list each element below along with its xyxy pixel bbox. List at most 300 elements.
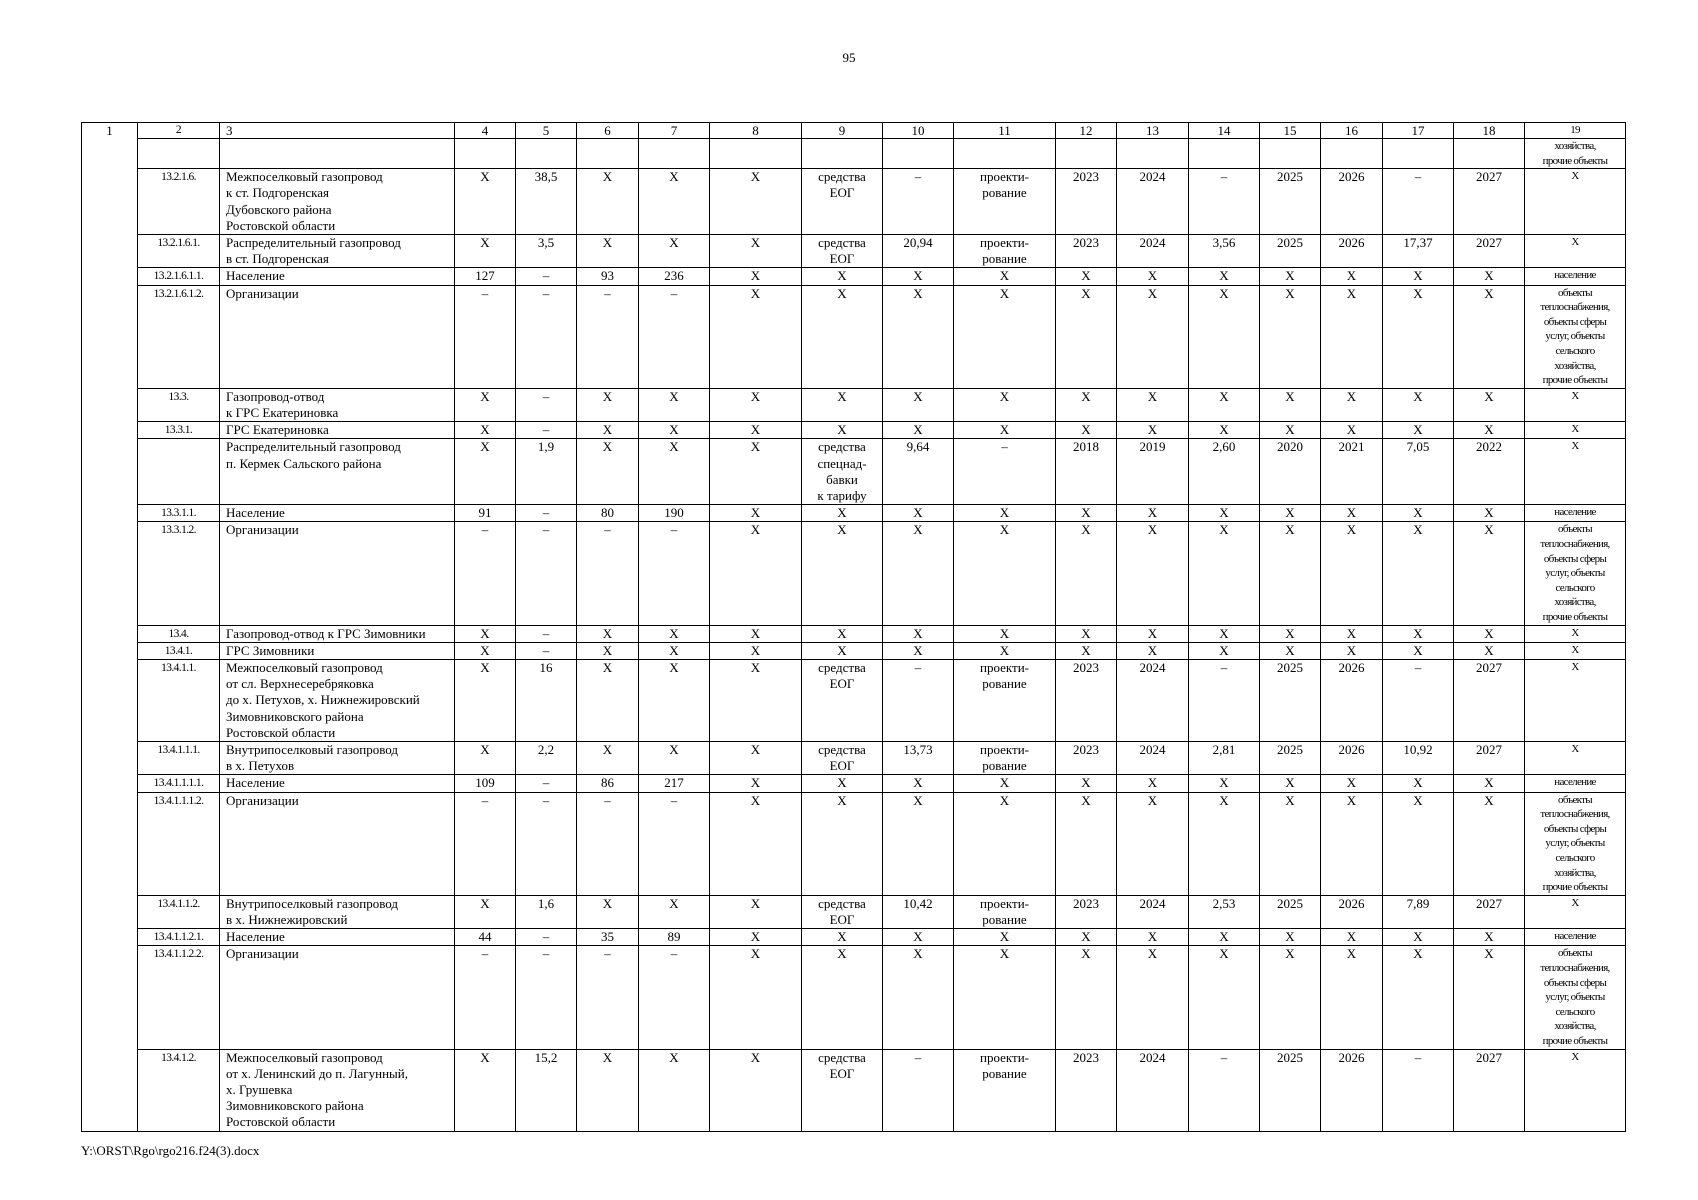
table-cell: Х bbox=[455, 625, 516, 642]
header-cell: 16 bbox=[1321, 123, 1383, 139]
table-cell bbox=[82, 895, 138, 928]
table-cell: 236 bbox=[639, 268, 710, 285]
table-cell: Х bbox=[883, 422, 954, 439]
table-row bbox=[82, 169, 1626, 235]
table-cell: – bbox=[1383, 169, 1454, 235]
table-cell: проекти- рование bbox=[954, 169, 1056, 235]
table-cell: население bbox=[1525, 775, 1626, 792]
table-row bbox=[82, 1049, 1626, 1131]
table-cell: Х bbox=[710, 929, 802, 946]
table-cell: Х bbox=[710, 388, 802, 421]
table-cell: 89 bbox=[639, 929, 710, 946]
header-cell: 1 bbox=[82, 123, 138, 139]
table-cell: Х bbox=[1260, 625, 1321, 642]
table-row bbox=[82, 659, 1626, 741]
table-cell: Х bbox=[1321, 792, 1383, 895]
header-cell: 17 bbox=[1383, 123, 1454, 139]
table-cell bbox=[82, 775, 138, 792]
table-cell: – bbox=[883, 169, 954, 235]
table-cell: – bbox=[639, 946, 710, 1049]
table-cell: 3,5 bbox=[516, 235, 577, 268]
table-cell: 13.2.1.6.1.1. bbox=[138, 268, 220, 285]
table-cell: 7,05 bbox=[1383, 439, 1454, 505]
table-cell: Х bbox=[710, 285, 802, 388]
table-cell bbox=[82, 642, 138, 659]
table-cell: Х bbox=[1260, 268, 1321, 285]
table-cell: 13.4.1. bbox=[138, 642, 220, 659]
table-cell: 2020 bbox=[1260, 439, 1321, 505]
table-cell: Х bbox=[1189, 642, 1260, 659]
table-cell: Х bbox=[1383, 505, 1454, 522]
table-row bbox=[82, 775, 1626, 792]
table-cell: Организации bbox=[220, 792, 455, 895]
table-cell: Х bbox=[883, 268, 954, 285]
table-cell: Х bbox=[1525, 659, 1626, 741]
table-cell: – bbox=[516, 268, 577, 285]
table-cell: Х bbox=[1525, 169, 1626, 235]
table-cell: 7,89 bbox=[1383, 895, 1454, 928]
table-cell: – bbox=[954, 439, 1056, 505]
table-cell: Х bbox=[710, 422, 802, 439]
table-cell: 2027 bbox=[1454, 659, 1525, 741]
table-cell: – bbox=[455, 946, 516, 1049]
table-cell: 2026 bbox=[1321, 741, 1383, 774]
table-cell: Х bbox=[1454, 268, 1525, 285]
table-cell: Х bbox=[1189, 792, 1260, 895]
table-cell: Х bbox=[710, 895, 802, 928]
table-cell: 2027 bbox=[1454, 169, 1525, 235]
header-cell: 4 bbox=[455, 123, 516, 139]
table-cell: Х bbox=[1117, 285, 1189, 388]
table-cell: 1,6 bbox=[516, 895, 577, 928]
table-cell: – bbox=[516, 522, 577, 625]
table-cell: 2021 bbox=[1321, 439, 1383, 505]
table-cell: проекти- рование bbox=[954, 741, 1056, 774]
table-cell: Х bbox=[1383, 388, 1454, 421]
table-cell bbox=[82, 929, 138, 946]
table-cell: Организации bbox=[220, 946, 455, 1049]
table-cell: 2023 bbox=[1056, 895, 1117, 928]
table-cell: 2023 bbox=[1056, 235, 1117, 268]
table-cell: 2023 bbox=[1056, 169, 1117, 235]
table-cell bbox=[82, 792, 138, 895]
table-cell: – bbox=[639, 285, 710, 388]
table-cell: Х bbox=[1117, 792, 1189, 895]
table-cell: Газопровод-отвод к ГРС Зимовники bbox=[220, 625, 455, 642]
table-cell: 2025 bbox=[1260, 659, 1321, 741]
table-cell: 13.3.1.1. bbox=[138, 505, 220, 522]
table-cell: – bbox=[1189, 659, 1260, 741]
table-cell: проекти- рование bbox=[954, 659, 1056, 741]
table-cell: Х bbox=[639, 169, 710, 235]
table-cell: 2027 bbox=[1454, 741, 1525, 774]
table-row bbox=[82, 792, 1626, 895]
table-cell: Х bbox=[577, 1049, 639, 1131]
table-cell bbox=[82, 235, 138, 268]
table-cell: 2,53 bbox=[1189, 895, 1260, 928]
table-cell: Х bbox=[1056, 625, 1117, 642]
header-cell: 6 bbox=[577, 123, 639, 139]
table-cell: Х bbox=[1454, 929, 1525, 946]
table-cell bbox=[82, 268, 138, 285]
header-cell: 3 bbox=[220, 123, 455, 139]
table-cell: Х bbox=[577, 388, 639, 421]
table-cell: Х bbox=[1383, 946, 1454, 1049]
table-cell: 16 bbox=[516, 659, 577, 741]
table-cell bbox=[1383, 139, 1454, 169]
table-cell: Х bbox=[1321, 929, 1383, 946]
table-cell: Х bbox=[710, 268, 802, 285]
table-cell: Х bbox=[883, 625, 954, 642]
table-cell: Х bbox=[1189, 775, 1260, 792]
table-cell: Х bbox=[954, 946, 1056, 1049]
table-cell: Х bbox=[1260, 946, 1321, 1049]
table-cell: 2027 bbox=[1454, 235, 1525, 268]
table-cell: 13.4. bbox=[138, 625, 220, 642]
table-cell: – bbox=[516, 642, 577, 659]
table-cell: 2024 bbox=[1117, 741, 1189, 774]
table-cell: 2026 bbox=[1321, 1049, 1383, 1131]
table-cell: Х bbox=[954, 268, 1056, 285]
table-cell: Х bbox=[1117, 642, 1189, 659]
table-cell: Х bbox=[1117, 625, 1189, 642]
table-cell: – bbox=[1383, 659, 1454, 741]
table-cell: 13.3.1. bbox=[138, 422, 220, 439]
table-cell: Х bbox=[1260, 775, 1321, 792]
table-cell: Х bbox=[455, 388, 516, 421]
table-cell: 91 bbox=[455, 505, 516, 522]
table-cell: проекти- рование bbox=[954, 1049, 1056, 1131]
table-cell: 2027 bbox=[1454, 1049, 1525, 1131]
table-cell: Х bbox=[710, 169, 802, 235]
table-cell: 2,2 bbox=[516, 741, 577, 774]
table-cell: Х bbox=[1117, 268, 1189, 285]
table-cell: 13.4.1.1.2. bbox=[138, 895, 220, 928]
table-cell: 2024 bbox=[1117, 895, 1189, 928]
table-cell: Х bbox=[1454, 625, 1525, 642]
table-cell: Х bbox=[954, 388, 1056, 421]
table-cell: Х bbox=[1321, 388, 1383, 421]
table-cell: Х bbox=[1383, 775, 1454, 792]
table-cell: Х bbox=[802, 929, 883, 946]
table-cell: Х bbox=[1056, 775, 1117, 792]
table-cell: 13.3. bbox=[138, 388, 220, 421]
table-cell bbox=[82, 741, 138, 774]
table-cell: Х bbox=[577, 422, 639, 439]
table-row bbox=[82, 505, 1626, 522]
table-cell: Х bbox=[1454, 522, 1525, 625]
table-cell: Х bbox=[1260, 285, 1321, 388]
table-cell bbox=[802, 139, 883, 169]
table-cell: Х bbox=[639, 642, 710, 659]
table-cell: 93 bbox=[577, 268, 639, 285]
table-cell bbox=[82, 439, 138, 505]
table-cell: Х bbox=[1056, 929, 1117, 946]
table-cell: Х bbox=[1117, 505, 1189, 522]
table-cell: средства ЕОГ bbox=[802, 741, 883, 774]
table-cell: Х bbox=[1056, 388, 1117, 421]
table-cell: объекты теплоснабжения, объекты сферы услуг, объекты сельского хозяйства, прочие объекты bbox=[1525, 522, 1626, 625]
table-cell: – bbox=[455, 522, 516, 625]
table-cell: Х bbox=[1260, 792, 1321, 895]
table-cell: Х bbox=[577, 741, 639, 774]
table-row bbox=[82, 139, 1626, 169]
table-cell: 13.2.1.6. bbox=[138, 169, 220, 235]
table-cell: Х bbox=[1189, 422, 1260, 439]
table-cell: Х bbox=[1383, 625, 1454, 642]
table-cell: Х bbox=[577, 659, 639, 741]
table-row bbox=[82, 741, 1626, 774]
table-cell: Х bbox=[710, 625, 802, 642]
table-cell: Население bbox=[220, 775, 455, 792]
table-cell: Х bbox=[577, 235, 639, 268]
table-cell bbox=[455, 139, 516, 169]
table-cell: Х bbox=[1454, 388, 1525, 421]
table-cell: средства ЕОГ bbox=[802, 1049, 883, 1131]
table-cell: Х bbox=[1189, 388, 1260, 421]
table-cell: 17,37 bbox=[1383, 235, 1454, 268]
table-cell: население bbox=[1525, 268, 1626, 285]
table-cell: Х bbox=[802, 388, 883, 421]
table-cell: Х bbox=[1525, 388, 1626, 421]
table-cell: 2023 bbox=[1056, 1049, 1117, 1131]
table-cell: Х bbox=[954, 775, 1056, 792]
table-row bbox=[82, 929, 1626, 946]
table-cell: Х bbox=[455, 422, 516, 439]
table-cell bbox=[82, 422, 138, 439]
header-cell: 14 bbox=[1189, 123, 1260, 139]
table-cell: Х bbox=[1454, 946, 1525, 1049]
table-cell bbox=[82, 388, 138, 421]
table-cell: Х bbox=[1525, 1049, 1626, 1131]
table-cell: Х bbox=[710, 792, 802, 895]
table-cell: Х bbox=[1260, 929, 1321, 946]
table-cell: Х bbox=[1454, 792, 1525, 895]
table-cell bbox=[82, 625, 138, 642]
table-cell: Межпоселковый газопровод от х. Ленинский до п. Лагунный, х. Грушевка Зимовниковского района Ростовской области bbox=[220, 1049, 455, 1131]
table-cell: 2026 bbox=[1321, 169, 1383, 235]
table-cell: Газопровод-отвод к ГРС Екатериновка bbox=[220, 388, 455, 421]
table-cell bbox=[82, 946, 138, 1049]
table-cell: Х bbox=[1056, 792, 1117, 895]
table-cell: Х bbox=[710, 505, 802, 522]
table-cell: Х bbox=[1383, 929, 1454, 946]
table-cell: Х bbox=[1260, 505, 1321, 522]
table-cell: – bbox=[1189, 169, 1260, 235]
table-cell bbox=[138, 439, 220, 505]
table-cell: 13.3.1.2. bbox=[138, 522, 220, 625]
table-cell: Х bbox=[1321, 775, 1383, 792]
table-cell: Х bbox=[1056, 268, 1117, 285]
table-cell: ГРС Зимовники bbox=[220, 642, 455, 659]
table-cell: Население bbox=[220, 929, 455, 946]
table-cell: Х bbox=[1525, 439, 1626, 505]
table-cell: население bbox=[1525, 929, 1626, 946]
table-cell: – bbox=[516, 505, 577, 522]
table-cell: Х bbox=[1454, 642, 1525, 659]
table-cell: Х bbox=[1383, 522, 1454, 625]
table-cell bbox=[138, 139, 220, 169]
table-row bbox=[82, 388, 1626, 421]
table-cell bbox=[1189, 139, 1260, 169]
table-cell: Х bbox=[639, 741, 710, 774]
table-cell: Х bbox=[1117, 946, 1189, 1049]
table-cell: 2024 bbox=[1117, 235, 1189, 268]
table-cell: 2025 bbox=[1260, 235, 1321, 268]
table-cell: 2026 bbox=[1321, 235, 1383, 268]
header-cell: 11 bbox=[954, 123, 1056, 139]
table-cell: Х bbox=[802, 522, 883, 625]
page-number: 95 bbox=[842, 50, 856, 65]
table-cell: Х bbox=[710, 659, 802, 741]
table-cell: – bbox=[577, 946, 639, 1049]
table-cell: Х bbox=[639, 388, 710, 421]
table-cell: Х bbox=[710, 522, 802, 625]
footer-file-path: Y:\ORST\Rgo\rgo216.f24(3).docx bbox=[81, 1143, 260, 1158]
table-cell: Х bbox=[802, 642, 883, 659]
table-cell: 2024 bbox=[1117, 659, 1189, 741]
table-cell: Х bbox=[1321, 625, 1383, 642]
table-cell: Х bbox=[1189, 625, 1260, 642]
table-cell: Х bbox=[883, 775, 954, 792]
table-cell: Х bbox=[802, 268, 883, 285]
table-cell: 2027 bbox=[1454, 895, 1525, 928]
table-cell: Х bbox=[1117, 422, 1189, 439]
table-row bbox=[82, 439, 1626, 505]
header-cell: 10 bbox=[883, 123, 954, 139]
table-cell: Х bbox=[710, 741, 802, 774]
table-cell: Х bbox=[1525, 895, 1626, 928]
table-cell: – bbox=[883, 659, 954, 741]
table-cell: 13.4.1.1.2.1. bbox=[138, 929, 220, 946]
table-cell: Х bbox=[455, 439, 516, 505]
table-row bbox=[82, 235, 1626, 268]
table-cell: Х bbox=[1189, 522, 1260, 625]
table-cell: Х bbox=[639, 235, 710, 268]
table-cell: Х bbox=[883, 505, 954, 522]
table-cell: Х bbox=[1056, 522, 1117, 625]
table-cell: 2018 bbox=[1056, 439, 1117, 505]
table-cell: 2,81 bbox=[1189, 741, 1260, 774]
table-cell: Х bbox=[1189, 505, 1260, 522]
table-cell: Х bbox=[639, 439, 710, 505]
table-cell: Х bbox=[710, 946, 802, 1049]
table-cell: 13.4.1.1. bbox=[138, 659, 220, 741]
table-cell: – bbox=[455, 792, 516, 895]
header-cell: 15 bbox=[1260, 123, 1321, 139]
table-cell: Х bbox=[710, 642, 802, 659]
table-cell bbox=[220, 139, 455, 169]
table-cell bbox=[1056, 139, 1117, 169]
table-cell: – bbox=[516, 388, 577, 421]
table-cell: Х bbox=[1321, 946, 1383, 1049]
table-cell: Х bbox=[577, 895, 639, 928]
header-cell: 8 bbox=[710, 123, 802, 139]
table-cell bbox=[883, 139, 954, 169]
header-cell: 18 bbox=[1454, 123, 1525, 139]
table-cell: Х bbox=[639, 895, 710, 928]
table-cell bbox=[82, 139, 138, 169]
table-row bbox=[82, 285, 1626, 388]
table-cell: 86 bbox=[577, 775, 639, 792]
table-cell: Х bbox=[455, 741, 516, 774]
table-cell: 13.2.1.6.1.2. bbox=[138, 285, 220, 388]
table-cell: 1,9 bbox=[516, 439, 577, 505]
table-cell: Х bbox=[802, 946, 883, 1049]
table-cell: Х bbox=[1260, 522, 1321, 625]
table-cell: Х bbox=[883, 792, 954, 895]
table-cell: 80 bbox=[577, 505, 639, 522]
table-cell: объекты теплоснабжения, объекты сферы услуг, объекты сельского хозяйства, прочие объекты bbox=[1525, 946, 1626, 1049]
table-cell: Распределительный газопровод в ст. Подгоренская bbox=[220, 235, 455, 268]
table-row bbox=[82, 625, 1626, 642]
table-cell: 13.4.1.1.1. bbox=[138, 741, 220, 774]
table-cell: Х bbox=[1260, 642, 1321, 659]
table-cell bbox=[516, 139, 577, 169]
table-cell: Х bbox=[1321, 642, 1383, 659]
table-cell: 2025 bbox=[1260, 895, 1321, 928]
table-cell: средства ЕОГ bbox=[802, 659, 883, 741]
table-cell: – bbox=[883, 1049, 954, 1131]
table-cell: Х bbox=[1454, 285, 1525, 388]
table-cell: средства ЕОГ bbox=[802, 235, 883, 268]
table-cell: Х bbox=[455, 659, 516, 741]
table-cell: – bbox=[455, 285, 516, 388]
table-cell: – bbox=[516, 929, 577, 946]
table-cell: Х bbox=[954, 505, 1056, 522]
table-cell: объекты теплоснабжения, объекты сферы услуг, объекты сельского хозяйства, прочие объекты bbox=[1525, 285, 1626, 388]
table-cell bbox=[82, 285, 138, 388]
table-row bbox=[82, 895, 1626, 928]
table-cell: Х bbox=[1321, 522, 1383, 625]
table-cell: Внутрипоселковый газопровод в х. Петухов bbox=[220, 741, 455, 774]
table-cell: 10,42 bbox=[883, 895, 954, 928]
table-cell: Х bbox=[802, 775, 883, 792]
table-cell: Х bbox=[1056, 505, 1117, 522]
table-cell: 2024 bbox=[1117, 1049, 1189, 1131]
header-cell: 13 bbox=[1117, 123, 1189, 139]
table-cell: 13,73 bbox=[883, 741, 954, 774]
table-cell: 2025 bbox=[1260, 1049, 1321, 1131]
table-cell: Х bbox=[1056, 422, 1117, 439]
table-cell: Х bbox=[954, 929, 1056, 946]
table-cell: Х bbox=[455, 895, 516, 928]
table-cell: 2025 bbox=[1260, 741, 1321, 774]
table-cell: Х bbox=[1321, 268, 1383, 285]
table-cell: Распределительный газопровод п. Кермек Сальского района bbox=[220, 439, 455, 505]
table-cell: Х bbox=[1454, 422, 1525, 439]
table-cell: Х bbox=[1056, 642, 1117, 659]
table-cell: Х bbox=[802, 792, 883, 895]
table-cell bbox=[1117, 139, 1189, 169]
table-cell: Х bbox=[1117, 522, 1189, 625]
table-cell bbox=[82, 505, 138, 522]
table-cell: 13.4.1.1.1.2. bbox=[138, 792, 220, 895]
header-cell: 2 bbox=[138, 123, 220, 139]
table-cell: Х bbox=[710, 439, 802, 505]
table-cell: Х bbox=[1383, 642, 1454, 659]
table-cell: Х bbox=[639, 659, 710, 741]
table-cell bbox=[82, 169, 138, 235]
table-cell: Х bbox=[883, 285, 954, 388]
table-cell: проекти- рование bbox=[954, 235, 1056, 268]
table-cell: 2022 bbox=[1454, 439, 1525, 505]
table-cell: 10,92 bbox=[1383, 741, 1454, 774]
table-cell: Х bbox=[1189, 285, 1260, 388]
table-cell: 9,64 bbox=[883, 439, 954, 505]
table-cell: Х bbox=[1383, 422, 1454, 439]
table-cell bbox=[639, 139, 710, 169]
